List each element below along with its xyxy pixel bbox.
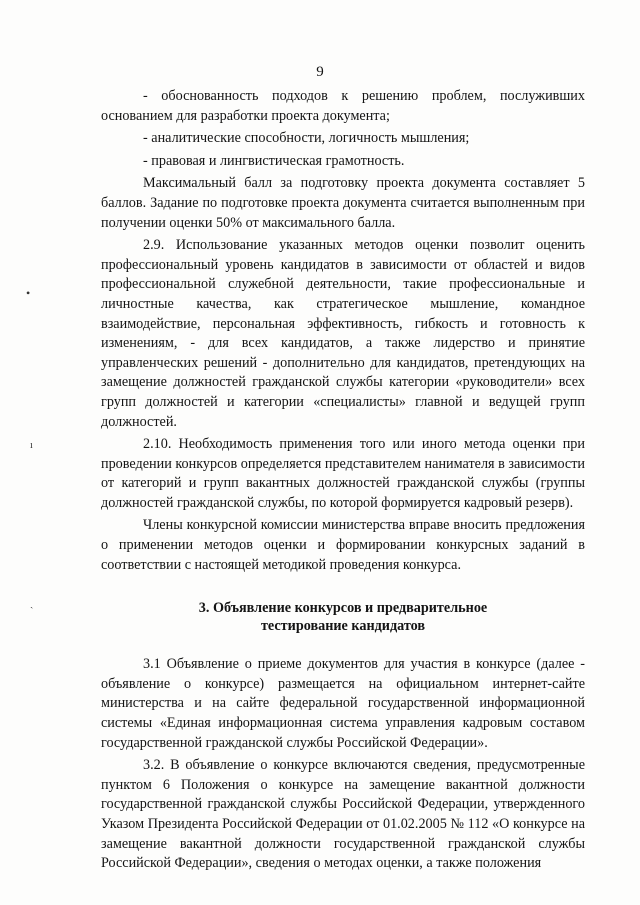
- paragraph-3-2: 3.2. В объявление о конкурсе включаются сведения, предусмотренные пунктом 6 Положения о конкурсе на замещение вакантной должности государственной гражданской службы Российской Федерации, утвержденного Указом Президента Российской Федерации от 01.02.2005 № 112 «О конкурсе на замещение вакантной должности государственной гражданской службы Российской Федерации», сведения о методах оценки, а также положения: [101, 757, 585, 872]
- section-heading: [101, 599, 585, 635]
- paragraph-3-1: 3.1 Объявление о приеме документов для участия в конкурсе (далее - объявление о конкурсе) размещается на официальном интернет-сайте министерства и на сайте федеральной государственной информационной системы «Единая информационная система управления кадровым составом государственной гражданской службы Российской Федерации».: [101, 656, 585, 751]
- bullet-item: - правовая и лингвистическая грамотность.: [143, 152, 405, 169]
- scan-speck: ı: [30, 440, 33, 451]
- paragraph: Максимальный балл за подготовку проекта документа составляет 5 баллов. Задание по подготовке проекта документа считается выполненным при получении оценки 50% от максимального балла.: [101, 175, 585, 231]
- scan-speck: ˎ: [30, 598, 34, 609]
- section-heading-line: тестирование кандидатов: [260, 618, 426, 635]
- scan-speck: •: [26, 286, 31, 300]
- paragraph-2-9: 2.9. Использование указанных методов оценки позволит оценить профессиональный уровень кандидатов в зависимости от областей и видов профессиональной служебной деятельности, такие профессиональные и личностные качества, как стратегическое мышление, командное взаимодействие, персональная эффективность, гибкость и готовность к изменениям, - для всех кандидатов, а также лидерство и принятие управленческих решений - дополнительно для кандидатов, претендующих на замещение должностей гражданской службы категории «руководители» всех групп должностей и категории «специалисты» главной и ведущей групп должностей.: [101, 237, 585, 430]
- paragraph: Члены конкурсной комиссии министерства вправе вносить предложения о применении методов оценки и формировании конкурсных заданий в соответствии с настоящей методикой проведения конкурса.: [101, 517, 585, 573]
- page-number: 9: [316, 64, 324, 80]
- paragraph-2-10: 2.10. Необходимость применения того или иного метода оценки при проведении конкурсов определяется представителем нанимателя в зависимости от категорий и групп вакантных должностей гражданской службы (группы должностей гражданской службы, по которой формируется кадровый резерв).: [101, 436, 585, 511]
- bullet-item: - аналитические способности, логичность мышления;: [143, 130, 470, 147]
- section-heading-line: 3. Объявление конкурсов и предварительное: [198, 600, 488, 617]
- bullet-item: - обоснованность подходов к решению проблем, послуживших основанием для разработки проекта документа;: [101, 88, 585, 124]
- document-body: [101, 87, 585, 874]
